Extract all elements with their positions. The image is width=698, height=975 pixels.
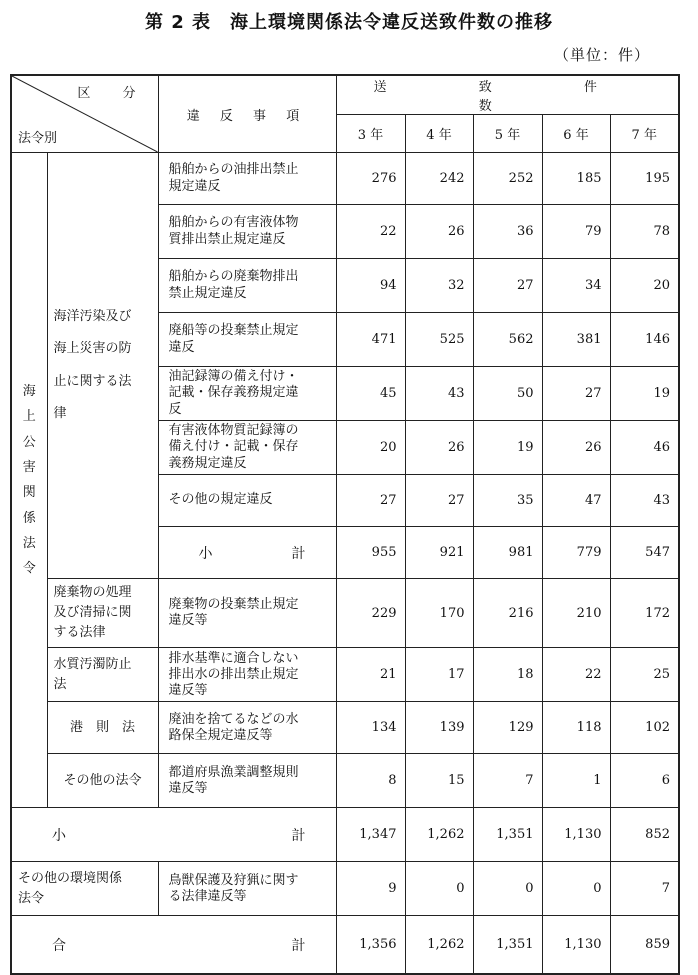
violation-cell [158, 421, 336, 475]
value-cell: 18 [473, 648, 542, 702]
value-cell: 1,262 [405, 916, 473, 974]
value-cell: 981 [473, 527, 542, 579]
group-subtotal-label-left: 小 [52, 827, 66, 844]
violation-cell-line: 義務規定違反 [168, 455, 247, 471]
violation-cell-line: 排水基準に適合しない [168, 650, 299, 666]
violation-cell-line: 有害液体物質記録簿の [168, 423, 299, 439]
group-subtotal-label [12, 825, 336, 845]
violation-cell-line: 鳥獣保護及狩猟に関す [168, 872, 299, 888]
law-cell-line: その他の法令 [63, 772, 142, 788]
value-cell: 22 [542, 648, 610, 702]
value-cell: 19 [610, 367, 679, 421]
violation-cell-line: 違反 [168, 339, 195, 355]
value-cell: 35 [473, 475, 542, 527]
violation-cell-line: 記載・保存義務規定違 [168, 385, 299, 401]
table-title: 第 2 表 海上環境関係法令違反送致件数の推移 [144, 12, 554, 33]
value-cell: 27 [336, 475, 405, 527]
value-cell: 195 [610, 153, 679, 205]
value-cell: 45 [336, 367, 405, 421]
value-cell: 170 [405, 579, 473, 648]
value-cell: 172 [610, 579, 679, 648]
group-label-char: 法 [22, 535, 36, 551]
value-cell: 32 [405, 259, 473, 313]
header-year: 6 年 [542, 115, 610, 153]
value-cell: 229 [336, 579, 405, 648]
value-cell: 118 [542, 702, 610, 754]
violation-cell-line: 違反等 [168, 780, 208, 796]
law-cell-line: 法 [53, 676, 67, 692]
header-kubun: 区 分 [77, 86, 150, 101]
value-cell: 26 [405, 421, 473, 475]
value-cell: 20 [610, 259, 679, 313]
value-cell: 779 [542, 527, 610, 579]
value-cell: 276 [336, 153, 405, 205]
group-label-char: 関 [22, 485, 36, 501]
violation-cell-line: 排出水の排出禁止規定 [168, 666, 299, 682]
value-cell: 27 [542, 367, 610, 421]
value-cell: 185 [542, 153, 610, 205]
header-ihan: 違 反 事 項 [158, 75, 336, 153]
group-subtotal-label-right: 計 [291, 827, 306, 844]
value-cell: 0 [542, 862, 610, 916]
violation-cell [158, 205, 336, 259]
value-cell: 50 [473, 367, 542, 421]
group-label-char: 害 [22, 459, 36, 475]
value-cell: 21 [336, 648, 405, 702]
value-cell: 94 [336, 259, 405, 313]
value-cell: 562 [473, 313, 542, 367]
law-cell [11, 862, 158, 916]
header-year: 4 年 [405, 115, 473, 153]
data-table [10, 74, 680, 975]
violation-cell-line: 禁止規定違反 [168, 285, 247, 301]
value-cell: 9 [336, 862, 405, 916]
violation-cell-line: 廃船等の投棄禁止規定 [168, 323, 299, 339]
violation-cell-line: 備え付け・記載・保存 [168, 439, 299, 455]
value-cell: 129 [473, 702, 542, 754]
value-cell: 955 [336, 527, 405, 579]
violation-cell-line: 船舶からの廃棄物排出 [168, 269, 299, 285]
violation-cell [158, 702, 336, 754]
violation-cell [158, 259, 336, 313]
value-cell: 20 [336, 421, 405, 475]
header-horei: 法令別 [18, 131, 58, 146]
value-cell: 36 [473, 205, 542, 259]
law-cell-line: 法令 [18, 890, 45, 906]
value-cell: 8 [336, 754, 405, 808]
value-cell: 0 [405, 862, 473, 916]
law-cell [47, 648, 158, 702]
total-row [11, 916, 679, 974]
violation-cell [158, 153, 336, 205]
value-cell: 547 [610, 527, 679, 579]
value-cell: 1 [542, 754, 610, 808]
value-cell: 46 [610, 421, 679, 475]
value-cell: 852 [610, 808, 679, 862]
violation-cell [158, 648, 336, 702]
violation-cell-line: 都道府県漁業調整規則 [168, 764, 299, 780]
group-label-char: 係 [22, 510, 36, 526]
value-cell: 525 [405, 313, 473, 367]
law-cell-line: 律 [53, 406, 67, 421]
value-cell: 102 [610, 702, 679, 754]
group-label-char: 海 [22, 383, 36, 399]
value-cell: 252 [473, 153, 542, 205]
header-year: 5 年 [473, 115, 542, 153]
value-cell: 242 [405, 153, 473, 205]
value-cell: 146 [610, 313, 679, 367]
value-cell: 216 [473, 579, 542, 648]
value-cell: 78 [610, 205, 679, 259]
law-cell [47, 754, 158, 808]
violation-cell-line: その他の規定違反 [168, 492, 273, 508]
value-cell: 19 [473, 421, 542, 475]
unit-label: （単位：件） [553, 46, 650, 64]
group-subtotal [11, 808, 336, 862]
value-cell: 26 [405, 205, 473, 259]
value-cell: 921 [405, 527, 473, 579]
value-cell: 1,130 [542, 808, 610, 862]
law-cell-line: 水質汚濁防止 [53, 656, 132, 672]
value-cell: 1,351 [473, 916, 542, 974]
value-cell: 22 [336, 205, 405, 259]
value-cell: 0 [473, 862, 542, 916]
violation-cell [158, 367, 336, 421]
value-cell: 1,130 [542, 916, 610, 974]
env-law-row [11, 862, 679, 916]
violation-cell-line: 規定違反 [168, 178, 221, 194]
total-label [12, 935, 336, 955]
value-cell: 15 [405, 754, 473, 808]
header-year: 7 年 [610, 115, 679, 153]
kaiyo-subtotal [158, 527, 336, 579]
table-row [11, 153, 679, 205]
value-cell: 43 [405, 367, 473, 421]
law-cell [47, 579, 158, 648]
violation-cell [158, 475, 336, 527]
value-cell: 471 [336, 313, 405, 367]
value-cell: 7 [610, 862, 679, 916]
violation-cell-line: 質排出禁止規定違反 [168, 231, 286, 247]
value-cell: 381 [542, 313, 610, 367]
violation-cell-line: 反 [168, 401, 182, 417]
law-cell-line: 海上災害の防 [53, 341, 132, 356]
header-sochi: 送 致 件 数 [336, 75, 679, 115]
value-cell: 1,351 [473, 808, 542, 862]
kaiyo-subtotal-label-right: 計 [291, 545, 306, 562]
law-cell-line: 及び清掃に関 [53, 605, 132, 621]
value-cell: 1,262 [405, 808, 473, 862]
value-cell: 7 [473, 754, 542, 808]
header-diagonal-cell [11, 75, 158, 153]
law-cell-line: その他の環境関係 [18, 870, 123, 886]
violation-cell [158, 862, 336, 916]
value-cell: 139 [405, 702, 473, 754]
law-cell-line: 廃棄物の処理 [53, 585, 132, 600]
value-cell: 17 [405, 648, 473, 702]
law-cell-line: 港 則 法 [69, 719, 135, 735]
violation-cell [158, 579, 336, 648]
kaiyo-subtotal-label [159, 543, 336, 563]
group-label-char: 公 [22, 434, 36, 450]
header-row-1 [11, 75, 679, 115]
group-label-cell [11, 153, 47, 808]
total-label-right: 計 [291, 937, 306, 954]
total-label-left: 合 [52, 937, 66, 954]
header-year: 3 年 [336, 115, 405, 153]
violation-cell-line: 船舶からの油排出禁止 [168, 162, 299, 178]
value-cell: 134 [336, 702, 405, 754]
violation-cell-line: る法律違反等 [168, 888, 247, 904]
value-cell: 27 [473, 259, 542, 313]
value-cell: 210 [542, 579, 610, 648]
violation-cell-line: 廃棄物の投棄禁止規定 [168, 596, 299, 612]
value-cell: 47 [542, 475, 610, 527]
table-row [11, 579, 679, 648]
violation-cell-line: 船舶からの有害液体物 [168, 215, 299, 231]
violation-cell-line: 廃油を捨てるなどの水 [168, 711, 299, 727]
law-cell-line: 海洋汚染及び [53, 308, 132, 324]
value-cell: 1,347 [336, 808, 405, 862]
group-label-char: 上 [22, 409, 36, 425]
value-cell: 25 [610, 648, 679, 702]
table-row [11, 648, 679, 702]
violation-cell [158, 313, 336, 367]
value-cell: 27 [405, 475, 473, 527]
kaiyo-subtotal-label-left: 小 [198, 545, 213, 562]
value-cell: 1,356 [336, 916, 405, 974]
total [11, 916, 336, 974]
law-cell [47, 702, 158, 754]
value-cell: 79 [542, 205, 610, 259]
table-row [11, 702, 679, 754]
value-cell: 34 [542, 259, 610, 313]
value-cell: 43 [610, 475, 679, 527]
law-cell-line: する法律 [53, 625, 106, 641]
violation-cell-line: 違反等 [168, 613, 208, 629]
group-label-char: 令 [22, 561, 36, 577]
table-row [11, 754, 679, 808]
violation-cell-line: 油記録簿の備え付け・ [168, 369, 299, 385]
law-cell [47, 153, 158, 579]
violation-cell-line: 路保全規定違反等 [168, 727, 273, 743]
violation-cell-line: 違反等 [168, 683, 208, 699]
value-cell: 859 [610, 916, 679, 974]
law-cell-line: 止に関する法 [53, 373, 132, 389]
value-cell: 26 [542, 421, 610, 475]
group-subtotal-row [11, 808, 679, 862]
value-cell: 6 [610, 754, 679, 808]
violation-cell [158, 754, 336, 808]
